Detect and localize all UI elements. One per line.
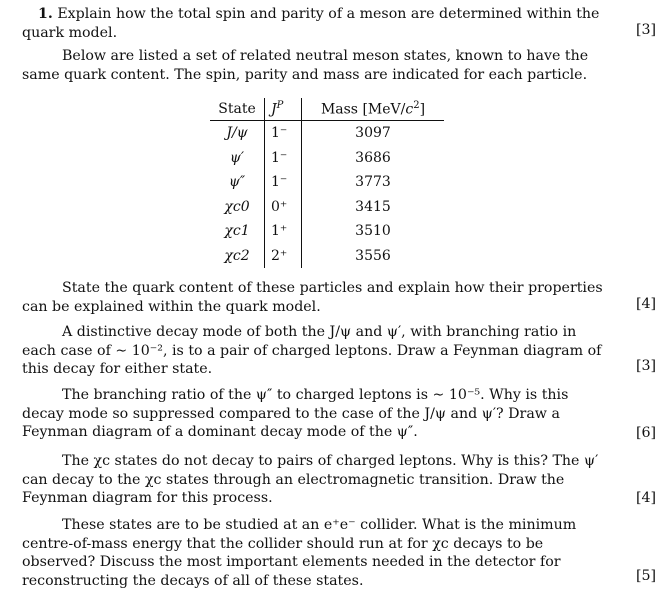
- question-intro: [22, 5, 610, 42]
- part-5-mark: [5]: [636, 568, 657, 584]
- header-mass: Mass $[MeV/c^2]$: [302, 98, 445, 121]
- part-2-mark: [3]: [636, 358, 657, 374]
- table-row: [210, 219, 444, 244]
- jp-cell: 1⁻: [265, 170, 302, 195]
- part-4-mark: [4]: [636, 490, 657, 506]
- table-row: [210, 170, 444, 195]
- table-row: [210, 195, 444, 220]
- part-4-text: The χc states do not decay to pairs of charged leptons. Why is this? The ψ′ can decay to the χc states through an electromagnetic transition. Draw the Feynman diagram for this process.: [22, 453, 599, 506]
- part-5-text: These states are to be studied at an e⁺e⁻ collider. What is the minimum centre-of-mass energy that the collider should run at for χc decays to be observed? Discuss the most important elements needed in the detector for reconstructing the decays of all of these states.: [22, 517, 577, 589]
- header-state: State: [210, 98, 265, 121]
- state-cell: χc2: [210, 244, 265, 269]
- table-header-row: [210, 98, 444, 121]
- intro-mark: [3]: [636, 22, 657, 38]
- part-3-text: The branching ratio of the ψ″ to charged leptons is ∼ 10⁻⁵. Why is this decay mode so suppressed compared to the case of the J/ψ and ψ′? Draw a Feynman diagram of a dominant decay mode of the ψ″.: [22, 387, 569, 440]
- mass-cell: 3415: [355, 198, 391, 215]
- mass-cell: 3510: [355, 223, 391, 240]
- part-1-text: State the quark content of these particles and explain how their properties can be explained within the quark model.: [22, 280, 603, 315]
- table-lead-paragraph: Below are listed a set of related neutral meson states, known to have the same quark content. The spin, parity and mass are indicated for each particle.: [22, 48, 589, 83]
- part-3-mark: [6]: [636, 425, 657, 441]
- question-intro-text: Explain how the total spin and parity of a meson are determined within the quark model.: [22, 6, 600, 41]
- jp-cell: 1⁺: [265, 219, 302, 244]
- state-cell: ψ″: [210, 170, 265, 195]
- mass-cell: 3556: [355, 247, 391, 264]
- state-cell: J/ψ: [210, 121, 265, 146]
- meson-table: [210, 98, 444, 268]
- state-cell: ψ′: [210, 146, 265, 171]
- table-row: [210, 121, 444, 146]
- table-row: [210, 146, 444, 171]
- jp-cell: 0⁺: [265, 195, 302, 220]
- mass-cell: 3773: [355, 174, 391, 191]
- state-cell: χc0: [210, 195, 265, 220]
- state-cell: χc1: [210, 219, 265, 244]
- mass-cell: 3097: [355, 125, 391, 142]
- header-jp: $J^P$: [265, 98, 302, 121]
- jp-cell: 2⁺: [265, 244, 302, 269]
- mass-cell: 3686: [355, 149, 391, 166]
- question-number: 1.: [38, 6, 53, 22]
- jp-cell: 1⁻: [265, 146, 302, 171]
- part-2-text: A distinctive decay mode of both the J/ψ and ψ′, with branching ratio in each case of ∼ 10⁻², is to a pair of charged leptons. Draw a Feynman diagram of this decay for either state.: [22, 324, 602, 377]
- part-1-mark: [4]: [636, 296, 657, 312]
- jp-cell: 1⁻: [265, 121, 302, 146]
- table-row: [210, 244, 444, 269]
